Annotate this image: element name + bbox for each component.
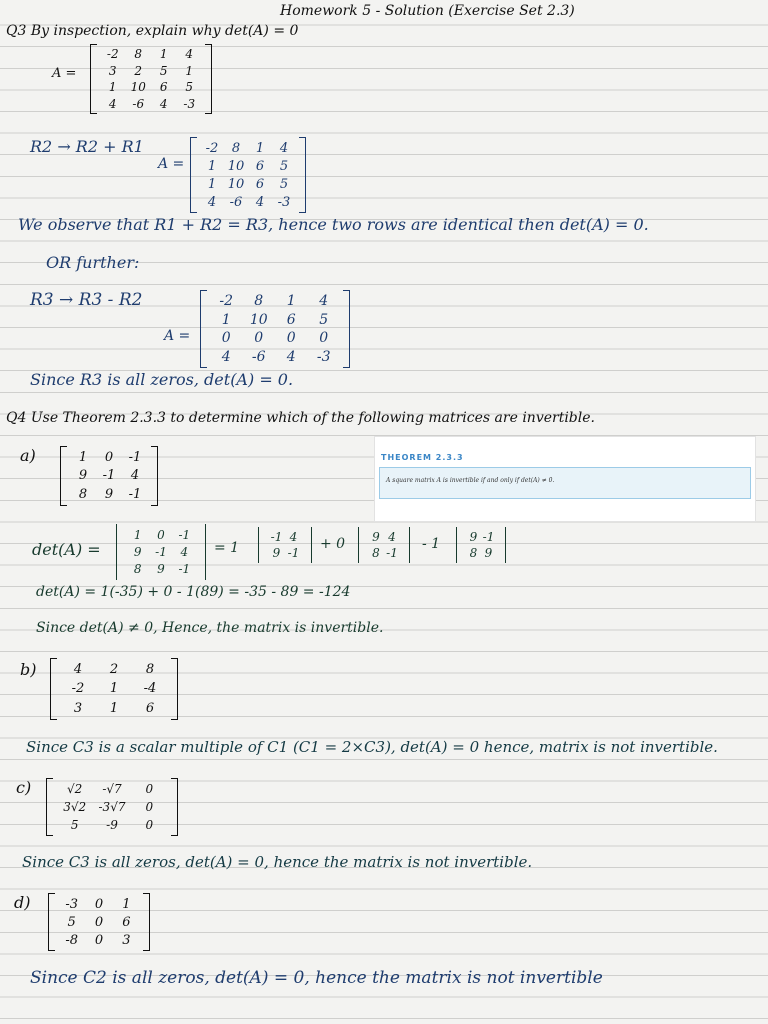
page-title: Homework 5 - Solution (Exercise Set 2.3) — [280, 3, 575, 19]
part-a-minor-1 — [258, 527, 312, 563]
matrix-cell: 8 — [372, 546, 380, 560]
q3-step1-a-label: A = — [158, 156, 185, 172]
part-a-label: a) — [20, 446, 36, 465]
matrix-cell: √2 — [67, 782, 83, 796]
matrix-cell: 3 — [108, 63, 117, 78]
part-c-conclusion: Since C3 is all zeros, det(A) = 0, hence the matrix is not invertible. — [22, 853, 533, 871]
bracket-left — [50, 658, 57, 720]
matrix-cell: 5 — [279, 176, 289, 192]
part-a-minor-2 — [358, 527, 410, 563]
matrix-cell: -√7 — [102, 782, 122, 796]
matrix-cell: 5 — [319, 311, 329, 328]
bracket-right — [171, 658, 178, 720]
part-d-matrix-grid — [58, 895, 140, 949]
matrix-cell: 0 — [94, 914, 104, 930]
matrix-cell: 1 — [109, 700, 119, 716]
bracket-left — [46, 778, 53, 836]
matrix-cell: 10 — [227, 158, 245, 174]
matrix-cell: 0 — [145, 818, 154, 832]
matrix-cell: 5 — [185, 80, 194, 95]
matrix-cell: -6 — [229, 194, 243, 210]
det-bar-left — [116, 524, 117, 580]
q3-a-label: A = — [52, 66, 77, 81]
matrix-cell: 9 — [157, 562, 165, 577]
matrix-cell: -3 — [316, 348, 331, 365]
theorem-card — [374, 436, 756, 522]
q3-step2-matrix — [200, 290, 350, 368]
matrix-cell: 10 — [130, 80, 146, 95]
part-a-eq-one: = 1 — [214, 540, 240, 556]
matrix-cell: 4 — [286, 348, 296, 365]
bracket-left — [48, 893, 55, 951]
matrix-cell: 2 — [109, 662, 119, 678]
bracket-left — [200, 290, 207, 368]
matrix-cell: -4 — [143, 681, 157, 697]
bracket-right — [205, 44, 212, 114]
matrix-cell: -1 — [102, 468, 116, 484]
det-bar-left — [456, 527, 457, 563]
q3-step1-matrix-grid — [200, 139, 296, 211]
matrix-cell: 9 — [372, 530, 380, 544]
matrix-cell: 1 — [255, 140, 265, 156]
matrix-cell: -3 — [277, 194, 291, 210]
matrix-cell: -1 — [155, 544, 167, 559]
matrix-cell: 1 — [286, 293, 296, 310]
matrix-cell: 1 — [185, 63, 194, 78]
matrix-cell: 1 — [133, 527, 142, 542]
part-b-conclusion: Since C3 is a scalar multiple of C1 (C1 = 2×C3), det(A) = 0 hence, matrix is not invertible. — [26, 738, 718, 756]
matrix-cell: 1 — [78, 449, 88, 465]
matrix-cell: 1 — [108, 80, 117, 95]
matrix-cell: 1 — [221, 311, 231, 328]
q3-matrix-grid — [100, 46, 202, 112]
matrix-cell: 9 — [272, 546, 281, 560]
matrix-cell: -6 — [251, 348, 266, 365]
theorem-statement: A square matrix A is invertible if and only if det(A) ≠ 0. — [386, 477, 555, 484]
matrix-cell: 4 — [180, 544, 189, 559]
matrix-cell: -3 — [183, 96, 196, 111]
det-bar-left — [258, 527, 259, 563]
q3-matrix — [90, 44, 212, 114]
part-c-label: c) — [16, 778, 32, 797]
det-bar-right — [205, 524, 206, 580]
matrix-cell: 8 — [254, 293, 264, 310]
part-a-minor-3-grid — [466, 529, 496, 561]
part-d-conclusion: Since C2 is all zeros, det(A) = 0, hence the matrix is not invertible — [30, 968, 603, 988]
q3-step1-matrix — [190, 137, 306, 213]
part-a-minor-2-grid — [368, 529, 400, 561]
q3-step1-operation: R2 → R2 + R1 — [30, 137, 144, 156]
matrix-cell: 1 — [207, 176, 217, 192]
matrix-cell: 9 — [133, 544, 142, 559]
matrix-cell: 6 — [255, 158, 265, 174]
q3-since-text: Since R3 is all zeros, det(A) = 0. — [30, 370, 294, 389]
q3-observe-text: We observe that R1 + R2 = R3, hence two rows are identical then det(A) = 0. — [18, 215, 649, 234]
part-a-minor-1-grid — [268, 529, 302, 561]
matrix-cell: 6 — [286, 311, 296, 328]
det-bar-right — [311, 527, 312, 563]
q4-question: Q4 Use Theorem 2.3.3 to determine which of the following matrices are invertible. — [6, 410, 595, 426]
matrix-cell: 9 — [469, 530, 478, 544]
part-a-matrix — [60, 446, 158, 506]
q3-step2-matrix-grid — [210, 292, 340, 366]
matrix-cell: 1 — [159, 47, 168, 62]
part-b-label: b) — [20, 660, 37, 679]
matrix-cell: 10 — [227, 176, 245, 192]
matrix-cell: -9 — [106, 818, 118, 832]
part-d-label: d) — [14, 893, 31, 912]
part-a-plus-zero: + 0 — [320, 536, 346, 552]
det-bar-right — [409, 527, 410, 563]
part-a-minor-3 — [456, 527, 506, 563]
part-d-matrix — [48, 893, 150, 951]
matrix-cell: 4 — [185, 47, 194, 62]
matrix-cell: 6 — [255, 176, 265, 192]
matrix-cell: 2 — [134, 63, 143, 78]
matrix-cell: 4 — [221, 348, 231, 365]
part-a-determinant — [116, 524, 206, 580]
theorem-title: THEOREM 2.3.3 — [381, 453, 464, 462]
matrix-cell: 8 — [134, 47, 143, 62]
matrix-cell: -3√7 — [98, 800, 126, 814]
matrix-cell: 4 — [130, 468, 140, 484]
matrix-cell: 0 — [286, 330, 296, 347]
bracket-right — [299, 137, 306, 213]
matrix-cell: 9 — [104, 487, 114, 503]
matrix-cell: 0 — [145, 782, 154, 796]
matrix-cell: 1 — [207, 158, 217, 174]
matrix-cell: -1 — [386, 546, 398, 560]
matrix-cell: 3√2 — [63, 800, 87, 814]
matrix-cell: 4 — [159, 96, 168, 111]
matrix-cell: -1 — [178, 562, 191, 577]
q3-or-further: OR further: — [46, 253, 140, 272]
matrix-cell: 4 — [388, 530, 396, 544]
bracket-left — [190, 137, 197, 213]
matrix-cell: 4 — [319, 293, 329, 310]
matrix-cell: 9 — [78, 468, 88, 484]
matrix-cell: -6 — [132, 96, 145, 111]
matrix-cell: 9 — [484, 546, 493, 560]
matrix-cell: 0 — [94, 896, 104, 912]
part-a-matrix-grid — [70, 448, 148, 504]
matrix-cell: -1 — [482, 530, 495, 544]
q3-question: Q3 By inspection, explain why det(A) = 0 — [6, 23, 299, 39]
matrix-cell: 4 — [73, 662, 83, 678]
bracket-left — [60, 446, 67, 506]
matrix-cell: 4 — [279, 140, 289, 156]
matrix-cell: 4 — [255, 194, 265, 210]
matrix-cell: 0 — [319, 330, 329, 347]
matrix-cell: 6 — [145, 700, 155, 716]
matrix-cell: 6 — [122, 914, 131, 930]
matrix-cell: 0 — [104, 449, 114, 465]
part-c-matrix-grid — [56, 780, 168, 834]
matrix-cell: -3 — [65, 896, 78, 912]
q3-step2-a-label: A = — [164, 328, 191, 344]
matrix-cell: 0 — [145, 800, 154, 814]
matrix-cell: 5 — [67, 914, 76, 930]
bracket-right — [171, 778, 178, 836]
matrix-cell: 4 — [108, 96, 117, 111]
matrix-cell: 4 — [207, 194, 217, 210]
matrix-cell: 10 — [249, 311, 268, 328]
matrix-cell: 6 — [159, 80, 168, 95]
part-b-matrix-grid — [60, 660, 168, 718]
matrix-cell: 0 — [157, 527, 165, 542]
matrix-cell: 8 — [145, 662, 155, 678]
bracket-right — [143, 893, 150, 951]
theorem-box — [379, 467, 751, 499]
matrix-cell: -8 — [65, 932, 78, 948]
matrix-cell: 8 — [133, 562, 142, 577]
matrix-cell: 1 — [109, 681, 119, 697]
matrix-cell: 0 — [94, 932, 104, 948]
q3-step2-operation: R3 → R3 - R2 — [30, 290, 143, 310]
matrix-cell: -2 — [205, 140, 219, 156]
matrix-cell: 5 — [70, 818, 79, 832]
matrix-cell: -2 — [71, 681, 85, 697]
part-a-minus-one: - 1 — [422, 536, 441, 552]
part-b-matrix — [50, 658, 178, 720]
matrix-cell: 8 — [469, 546, 478, 560]
bracket-right — [343, 290, 350, 368]
matrix-cell: -1 — [178, 527, 191, 542]
matrix-cell: 0 — [221, 330, 231, 347]
part-a-det-label: det(A) = — [32, 540, 101, 559]
bracket-right — [151, 446, 158, 506]
matrix-cell: -2 — [106, 47, 119, 62]
part-a-calculation: det(A) = 1(-35) + 0 - 1(89) = -35 - 89 = -124 — [36, 584, 351, 600]
matrix-cell: 1 — [122, 896, 131, 912]
part-a-determinant-grid — [126, 526, 196, 578]
matrix-cell: -1 — [287, 546, 300, 560]
matrix-cell: 0 — [254, 330, 264, 347]
matrix-cell: 5 — [159, 63, 168, 78]
matrix-cell: 5 — [279, 158, 289, 174]
matrix-cell: -1 — [128, 449, 142, 465]
matrix-cell: -1 — [270, 530, 283, 544]
det-bar-left — [358, 527, 359, 563]
matrix-cell: 3 — [122, 932, 131, 948]
det-bar-right — [505, 527, 506, 563]
matrix-cell: 4 — [289, 530, 298, 544]
part-a-conclusion: Since det(A) ≠ 0, Hence, the matrix is invertible. — [36, 620, 384, 636]
part-c-matrix — [46, 778, 178, 836]
bracket-left — [90, 44, 97, 114]
matrix-cell: 3 — [73, 700, 83, 716]
matrix-cell: -1 — [128, 487, 142, 503]
matrix-cell: 8 — [231, 140, 241, 156]
matrix-cell: 8 — [78, 487, 88, 503]
matrix-cell: -2 — [219, 293, 234, 310]
